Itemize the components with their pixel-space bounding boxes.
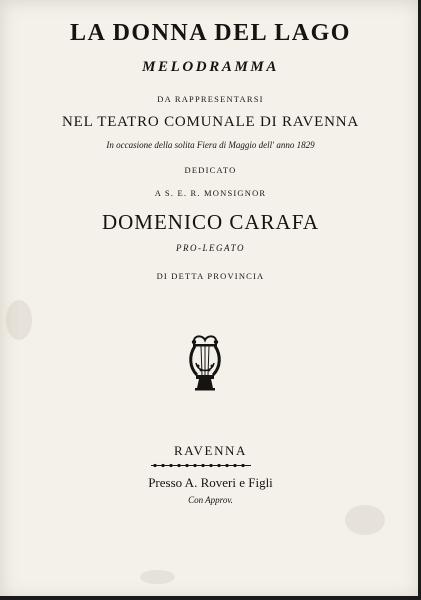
paper-stain xyxy=(345,505,385,535)
book-subtitle: MELODRAMMA xyxy=(142,59,279,75)
dedicatee-role: PRO-LEGATO xyxy=(176,243,245,253)
theater-line: NEL TEATRO COMUNALE DI RAVENNA xyxy=(61,114,360,130)
paper-stain xyxy=(6,300,32,340)
honorific-line: A S. E. R. MONSIGNOR xyxy=(154,188,267,198)
book-title: LA DONNA DEL LAGO xyxy=(70,20,351,46)
ornamental-rule xyxy=(151,462,251,469)
da-rappresentarsi-line: DA RAPPRESENTARSI xyxy=(157,94,264,104)
province-line: DI DETTA PROVINCIA xyxy=(156,271,265,281)
paper-stain xyxy=(140,570,175,584)
lyre-icon xyxy=(187,333,223,391)
scan-edge-bottom xyxy=(0,596,421,600)
publisher-line: Presso A. Roveri e Figli xyxy=(148,475,273,490)
occasion-line: In occasione della solita Fiera di Maggio dell' anno 1829 xyxy=(106,140,315,150)
dedicatee-name: DOMENICO CARAFA xyxy=(101,210,320,234)
dedicato-line: DEDICATO xyxy=(184,165,237,175)
approval-line: Con Approv. xyxy=(188,495,233,505)
imprint-city: RAVENNA xyxy=(173,443,248,458)
